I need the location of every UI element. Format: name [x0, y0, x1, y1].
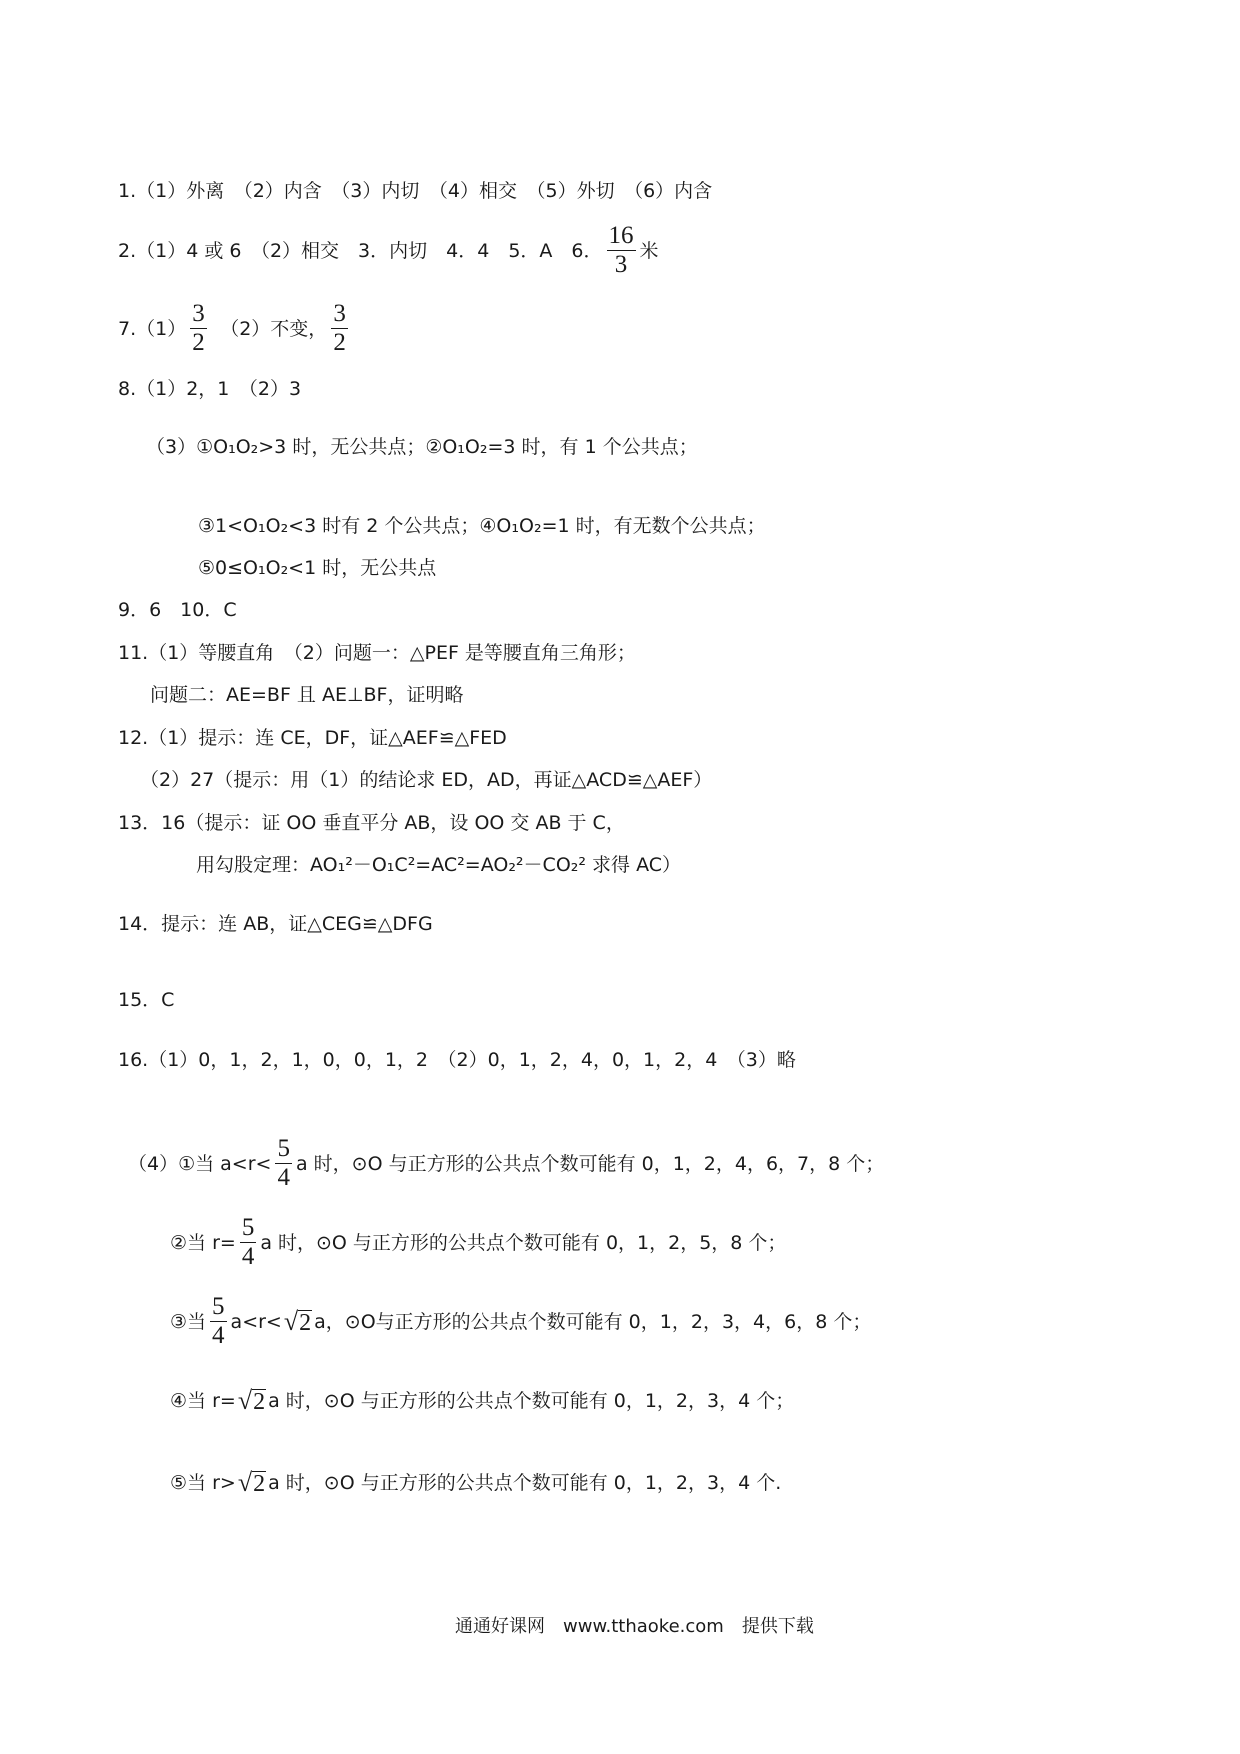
answer-8-line-4: ⑤0≤O₁O₂<1 时，无公共点: [198, 557, 437, 579]
answer-1: 1.（1）外离 （2）内含 （3）内切 （4）相交 （5）外切 （6）内含: [118, 180, 713, 202]
answer-12-line-1: 12.（1）提示：连 CE，DF，证△AEF≌△FED: [118, 727, 507, 749]
case-3-prefix: ③当: [170, 1310, 207, 1333]
sqrt-2: √ 2: [237, 1468, 266, 1497]
case-2-prefix: ②当 r=: [170, 1231, 236, 1254]
case-4-prefix: ④当 r=: [170, 1390, 236, 1412]
answer-7: [118, 300, 352, 357]
answer-8-line-3: ③1<O₁O₂<3 时有 2 个公共点；④O₁O₂=1 时，有无数个公共点；: [198, 515, 766, 537]
case-5-prefix: ⑤当 r>: [170, 1472, 236, 1494]
fraction-5-4: $\frac{5}{4}$: [277, 1135, 290, 1191]
answer-9-10: 9．6 10．C: [118, 599, 237, 621]
answer-2-6: [118, 222, 659, 279]
fraction-5-4: $\frac{5}{4}$: [241, 1214, 255, 1270]
answer-16-case-3: [170, 1293, 871, 1350]
fraction-5-4: $\frac{5}{4}$: [212, 1293, 225, 1349]
case-5-text: a 时，⊙O 与正方形的公共点个数可能有 0，1，2，3，4 个.: [268, 1472, 782, 1494]
answer-7-text: 7.（1）: [118, 317, 187, 340]
fraction-3-2-b: $\frac{3}{2}$: [333, 300, 346, 356]
answer-16-case-2: [170, 1214, 786, 1271]
answer-14: 14．提示：连 AB，证△CEG≌△DFG: [118, 913, 433, 935]
sqrt-2: √ 2: [237, 1386, 266, 1415]
answer-8-line-1: 8.（1）2，1 （2）3: [118, 378, 302, 400]
answer-8-line-2: （3）①O₁O₂>3 时，无公共点；②O₁O₂=3 时，有 1 个公共点；: [146, 436, 698, 458]
case-3-text: a，⊙O与正方形的公共点个数可能有 0，1，2，3，4，6，8 个；: [314, 1310, 872, 1333]
answer-13-line-1: 13．16（提示：证 OO 垂直平分 AB，设 OO 交 AB 于 C，: [118, 812, 625, 834]
case-3-mid: a<r<: [230, 1310, 282, 1333]
answer-11-line-1: 11.（1）等腰直角 （2）问题一：△PEF 是等腰直角三角形；: [118, 642, 636, 664]
sqrt-2: √ 2: [283, 1306, 312, 1336]
case-1-prefix: （4）①当 a<r<: [128, 1152, 272, 1175]
fraction-16-3: $\frac{16}{3}$: [608, 222, 634, 278]
case-1-text: a 时，⊙O 与正方形的公共点个数可能有 0，1，2，4，6，7，8 个；: [295, 1152, 885, 1175]
answer-7-mid: （2）不变，: [210, 317, 328, 340]
case-2-text: a 时，⊙O 与正方形的公共点个数可能有 0，1，2，5，8 个；: [260, 1231, 787, 1254]
answer-16-case-1: [128, 1135, 884, 1192]
case-4-text: a 时，⊙O 与正方形的公共点个数可能有 0，1，2，3，4 个；: [268, 1390, 795, 1412]
answer-15: 15．C: [118, 989, 175, 1011]
answer-16-line-1: 16.（1）0，1，2，1，0，0，1，2 （2）0，1，2，4，0，1，2，4 （3）略: [118, 1049, 796, 1071]
footer-source: 通通好课网 www.tthaoke.com 提供下载: [455, 1616, 814, 1637]
answer-16-case-4: [170, 1388, 794, 1414]
answer-2-text: 2.（1）4 或 6 （2）相交 3．内切 4．4 5．A 6．: [118, 239, 603, 262]
fraction-3-2-a: $\frac{3}{2}$: [192, 300, 205, 356]
answer-13-line-2: 用勾股定理：AO₁²－O₁C²=AC²=AO₂²－CO₂² 求得 AC）: [196, 854, 682, 876]
answer-11-line-2: 问题二：AE=BF 且 AE⊥BF，证明略: [150, 684, 464, 706]
answer-12-line-2: （2）27（提示：用（1）的结论求 ED，AD，再证△ACD≌△AEF）: [140, 769, 713, 791]
answer-16-case-5: [170, 1470, 781, 1496]
unit-label: 米: [639, 239, 659, 262]
